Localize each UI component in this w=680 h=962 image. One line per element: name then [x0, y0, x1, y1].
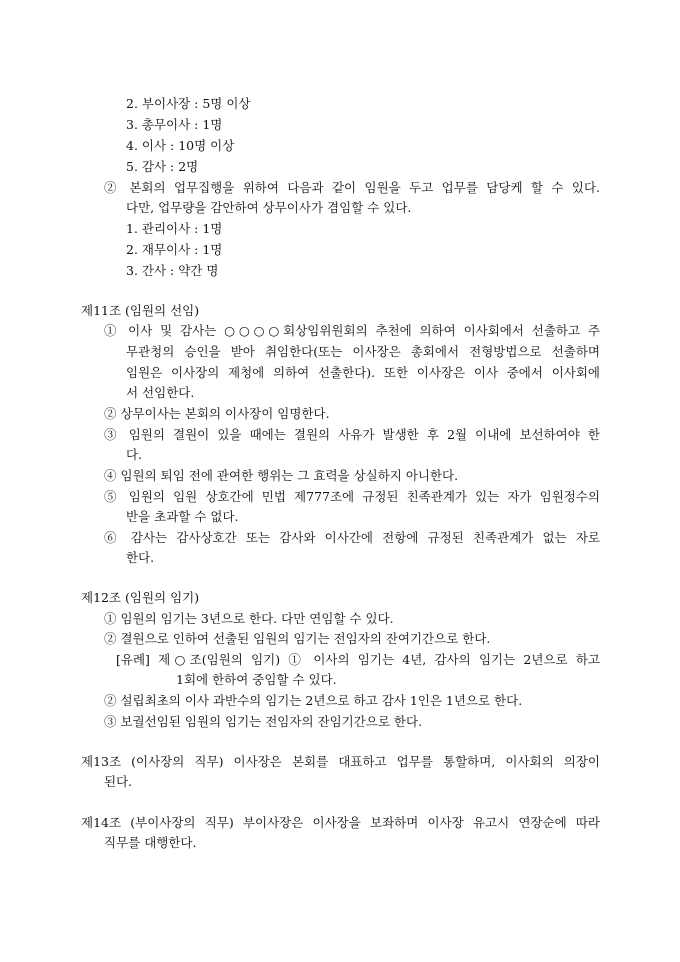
- article-11-p6-line: ⑥ 감사는 감사상호간 또는 감사와 이사간에 전항에 규정된 친족관계가 없는 자로: [104, 530, 600, 545]
- article-11-p2: ② 상무이사는 본회의 이사장이 임명한다.: [104, 406, 330, 421]
- list-item: 1. 관리이사 : 1명: [126, 221, 223, 236]
- article-11-p1-line: 서 선임한다.: [126, 385, 195, 400]
- article-11-title: 제11조 (임원의 선임): [81, 303, 200, 318]
- article-14-line: 제14조 (부이사장의 직무) 부이사장은 이사장을 보좌하며 이사장 유고시 연장순에 따라: [81, 815, 600, 830]
- list-item: 4. 이사 : 10명 이상: [126, 138, 235, 153]
- article-11-p3-line: ③ 임원의 결원이 있을 때에는 결원의 사유가 발생한 후 2월 이내에 보선하여야 한: [104, 427, 600, 442]
- article-12-p3: ② 설립최초의 이사 과반수의 임기는 2년으로 하고 감사 1인은 1년으로 한다.: [104, 693, 523, 708]
- article-11-p1-line: ① 이사 및 감사는 ○○○○회상임위원회의 추천에 의하여 이사회에서 선출하고 주: [104, 323, 600, 338]
- article-12-p2: ② 결원으로 인하여 선출된 임원의 임기는 전임자의 잔여기간으로 한다.: [104, 631, 491, 646]
- article-13-line: 제13조 (이사장의 직무) 이사장은 본회를 대표하고 업무를 통할하며, 이사회의 의장이: [81, 754, 600, 769]
- list-item: 2. 재무이사 : 1명: [126, 242, 223, 257]
- list-item: 5. 감사 : 2명: [126, 159, 199, 174]
- article-11-p4: ④ 임원의 퇴임 전에 관여한 행위는 그 효력을 상실하지 아니한다.: [104, 468, 459, 483]
- paragraph-2-line: ② 본회의 업무집행을 위하여 다음과 같이 임원을 두고 업무를 담당케 할 수 있다.: [104, 180, 600, 195]
- article-14-line: 직무를 대행한다.: [104, 835, 197, 850]
- article-13-line: 된다.: [104, 774, 133, 789]
- article-12-title: 제12조 (임원의 임기): [81, 590, 200, 605]
- article-12-p4: ③ 보궐선임된 임원의 임기는 전임자의 잔임기간으로 한다.: [104, 714, 423, 729]
- article-11-p5-line: 반을 초과할 수 없다.: [126, 509, 239, 524]
- list-item: 2. 부이사장 : 5명 이상: [126, 96, 251, 111]
- list-item: 3. 간사 : 약간 명: [126, 263, 219, 278]
- paragraph-2-line: 다만, 업무량을 감안하여 상무이사가 겸임할 수 있다.: [126, 200, 412, 215]
- article-12-p1: ① 임원의 임기는 3년으로 한다. 다만 연임할 수 있다.: [104, 611, 394, 626]
- list-item: 3. 총무이사 : 1명: [126, 117, 223, 132]
- article-11-p3-line: 다.: [126, 447, 143, 462]
- article-11-p5-line: ⑤ 임원의 임원 상호간에 민법 제777조에 규정된 친족관계가 있는 자가 임원정수의: [104, 489, 600, 504]
- article-12-example-line: 1회에 한하여 중임할 수 있다.: [176, 672, 337, 687]
- article-12-example-line: [유례] 제○조(임원의 임기) ① 이사의 임기는 4년, 감사의 임기는 2년으로 하고: [116, 652, 600, 667]
- article-11-p1-line: 임원은 이사장의 제청에 의하여 선출한다). 또한 이사장은 이사 중에서 이사회에: [126, 365, 600, 380]
- article-11-p6-line: 한다.: [126, 550, 155, 565]
- article-11-p1-line: 무관청의 승인을 받아 취임한다(또는 이사장은 총회에서 전형방법으로 선출하며: [126, 344, 600, 359]
